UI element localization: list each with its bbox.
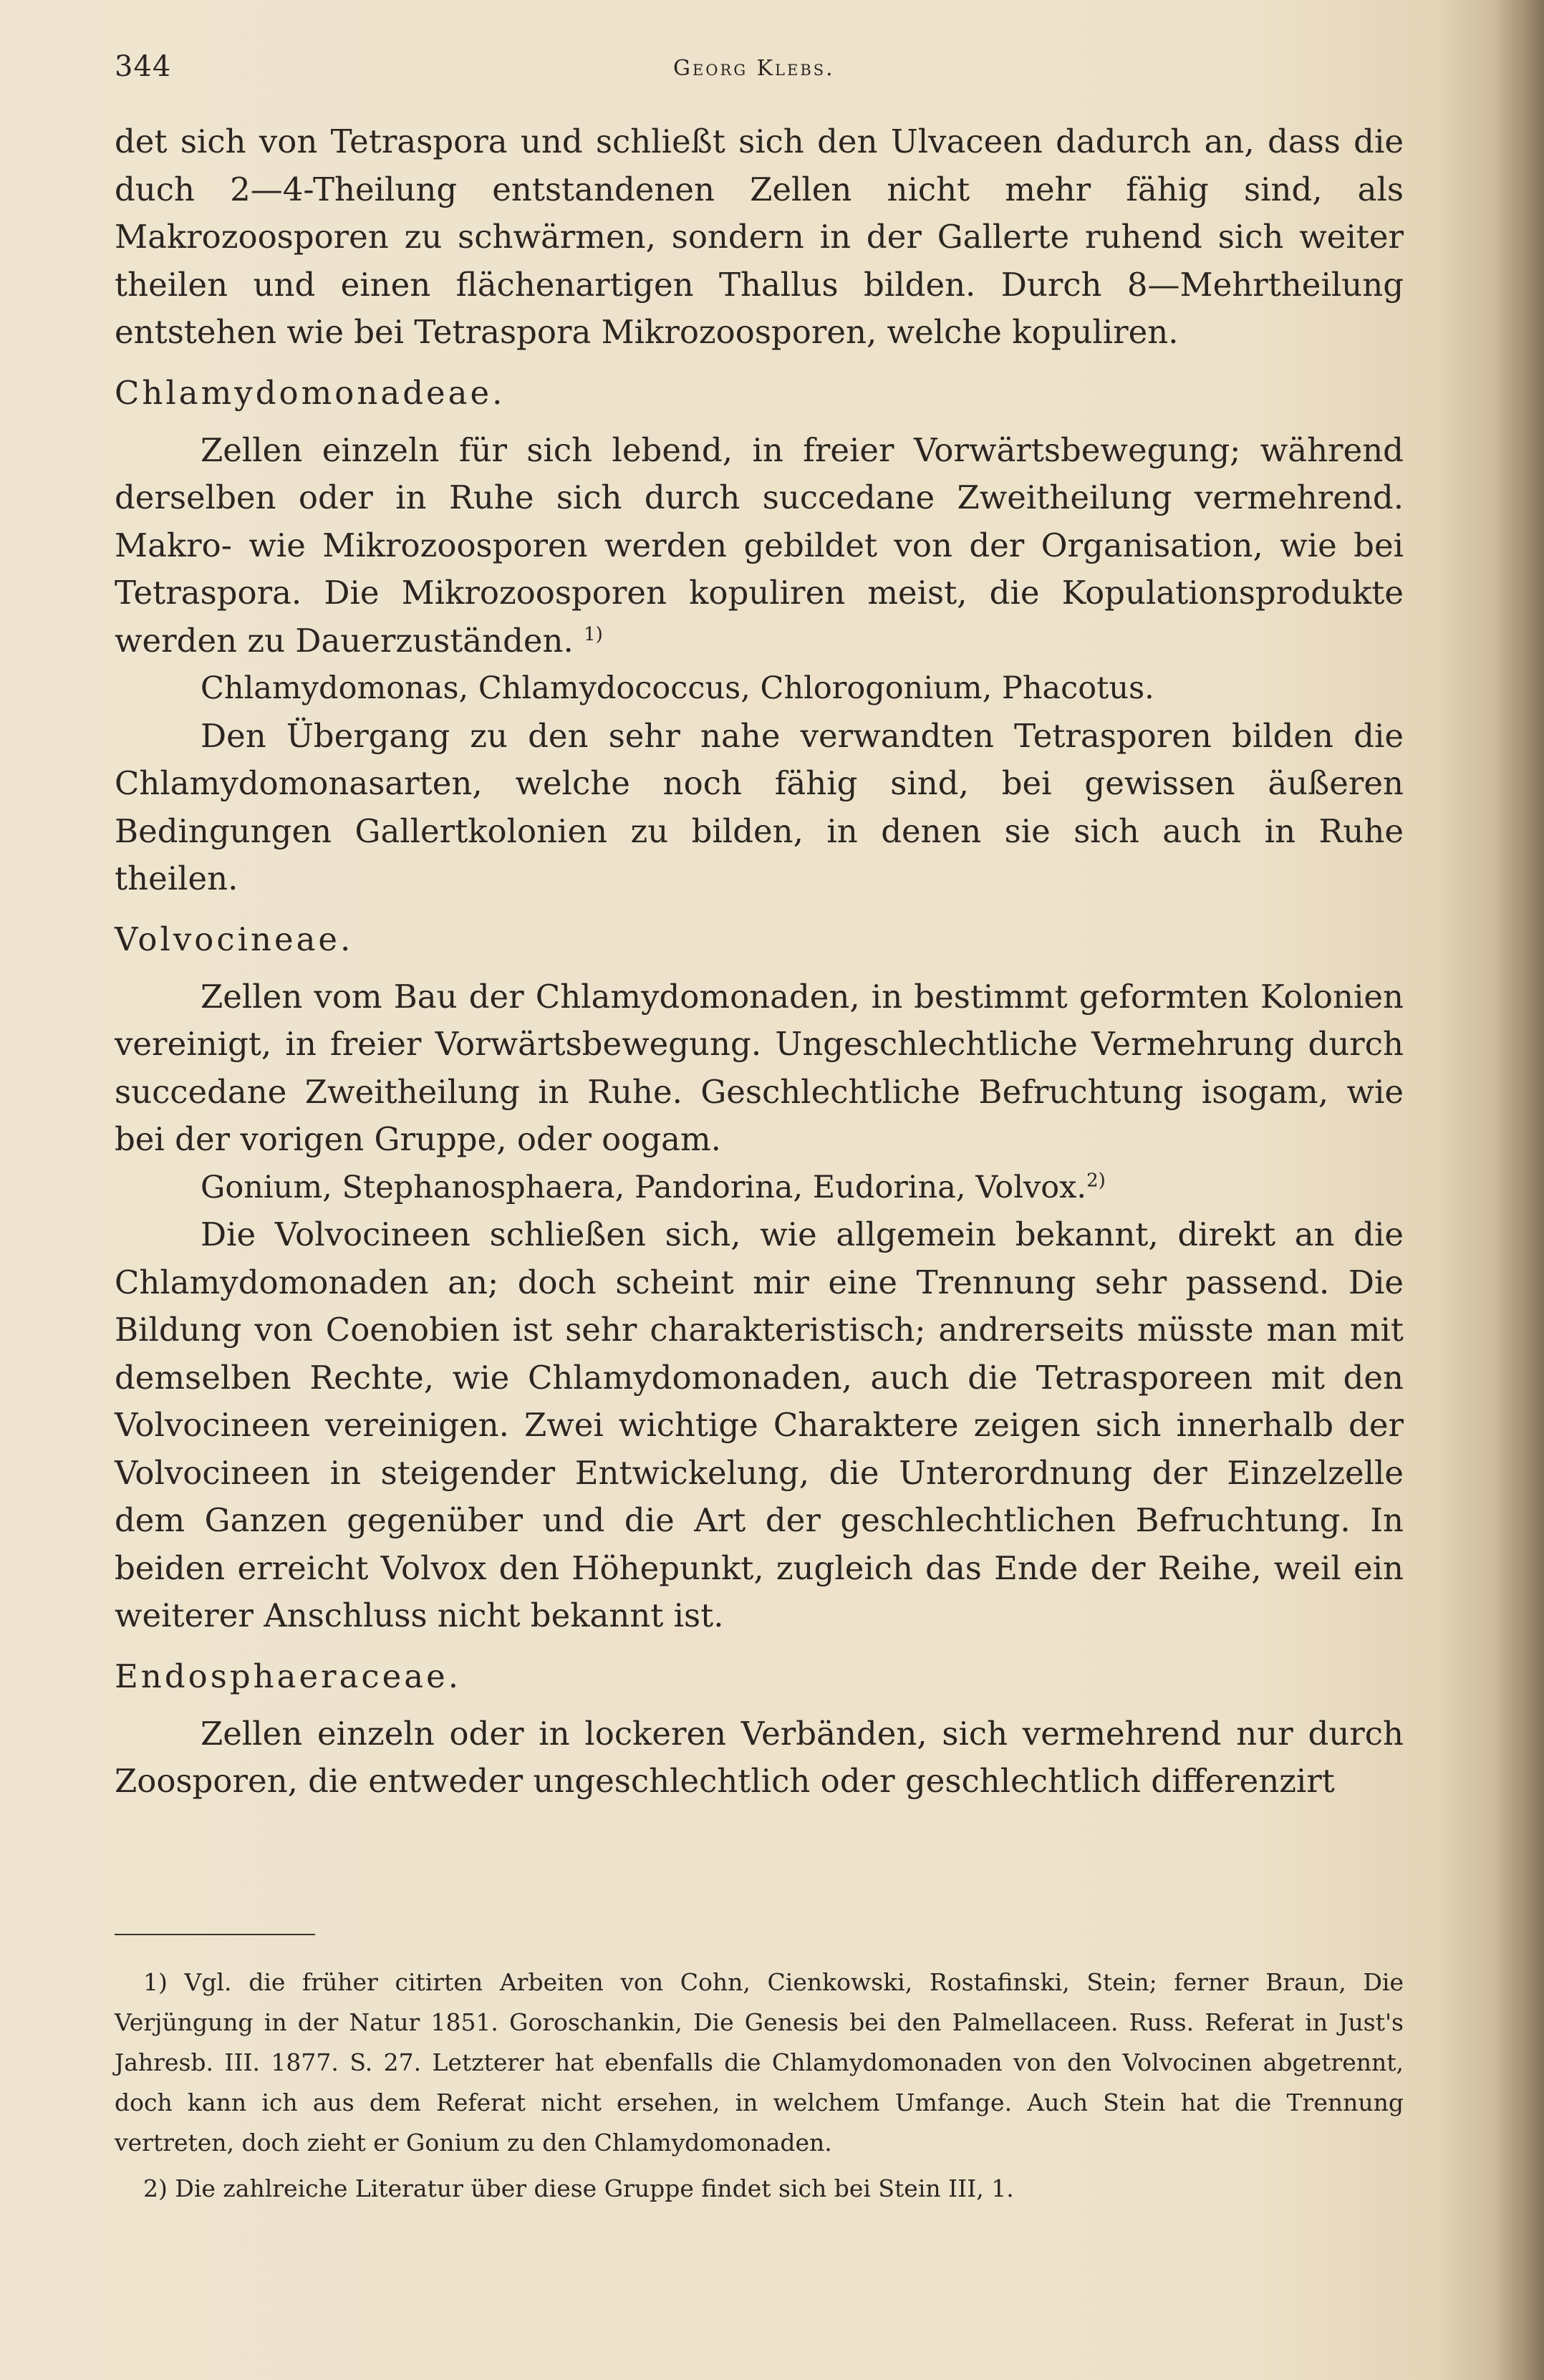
footnote-separator <box>115 1934 315 1935</box>
paragraph-continued: det sich von Tetraspora und schließt sich den Ulvaceen dadurch an, dass die duch 2—4-Theilung entstandenen Zellen nicht mehr fähig sind, als Makrozoosporen zu schwärmen, sondern in der Gallerte ruhend sich weiter theilen und einen flächenartigen Thallus bilden. Durch 8—Mehrtheilung entstehen wie bei Tetraspora Mikrozoosporen, welche kopuliren. <box>115 122 1404 351</box>
genera-list-volvocineae <box>115 1164 1404 1212</box>
paragraph-endosphaeraceae-description: Zellen einzeln oder in lockeren Verbänden, sich vermehrend nur durch Zoosporen, die entweder ungeschlechtlich oder geschlechtlich differenzirt <box>115 1714 1404 1800</box>
paragraph-chlamydomonadeae-discussion: Den Übergang zu den sehr nahe verwandten Tetrasporen bilden die Chlamydomonasarten, welche noch fähig sind, bei gewissen äußeren Bedingungen Gallertkolonien zu bilden, in denen sie sich auch in Ruhe theilen. <box>115 716 1404 897</box>
genera-list-chlamydomonadeae: Chlamydomonas, Chlamydococcus, Chlorogonium, Phacotus. <box>201 670 1154 706</box>
page-header <box>115 50 1404 93</box>
footnote-ref-1: 1) <box>584 623 603 645</box>
paragraph-volvocineae-discussion: Die Volvocineen schließen sich, wie allgemein bekannt, direkt an die Chlamydomonaden an; doch scheint mir eine Trennung sehr passend. Die Bildung von Coenobien ist sehr charakteristisch; andrerseits müsste man mit demselben Rechte, wie Chlamydomonaden, auch die Tetrasporeen mit den Volvocineen vereinigen. Zwei wichtige Charaktere zeigen sich innerhalb der Volvocineen in steigender Entwickelung, die Unterordnung der Einzelzelle dem Ganzen gegenüber und die Art der geschlechtlichen Befruchtung. In beiden erreicht Volvox den Höhepunkt, zugleich das Ende der Reihe, weil ein weiterer Anschluss nicht bekannt ist. <box>115 1215 1404 1634</box>
paragraph-volvocineae-description: Zellen vom Bau der Chlamydomonaden, in bestimmt geformten Kolonien vereinigt, in freier Vorwärtsbewegung. Ungeschlechtliche Vermehrung durch succedane Zweitheilung in Ruhe. Geschlechtliche Befruchtung isogam, wie bei der vorigen Gruppe, oder oogam. <box>115 977 1404 1158</box>
footnote-ref-2: 2) <box>1086 1170 1106 1192</box>
genera-text: Gonium, Stephanosphaera, Pandorina, Eudorina, Volvox. <box>201 1169 1087 1205</box>
paragraph-chlamydomonadeae-description <box>115 427 1404 665</box>
section-heading-volvocineae: Volvocineae. <box>115 920 354 958</box>
paragraph-text: Zellen einzeln für sich lebend, in freier Vorwärtsbewegung; während derselben oder in Ruhe sich durch succedane Zweitheilung vermehrend. Makro- wie Mikrozoosporen werden gebildet von der Organisation, wie bei Tetraspora. Die Mikrozoosporen kopuliren meist, die Kopulationsprodukte werden zu Dauerzuständen. <box>115 430 1404 660</box>
footnotes <box>115 1962 1404 2215</box>
main-text <box>115 118 1404 1806</box>
footnote-2: 2) Die zahlreiche Literatur über diese Gruppe findet sich bei Stein III, 1. <box>143 2174 1014 2202</box>
footnote-1: 1) Vgl. die früher citirten Arbeiten von Cohn, Cienkowski, Rostafinski, Stein; ferner Braun, Die Verjüngung in der Natur 1851. Goroschankin, Die Genesis bei den Palmellaceen. Russ. Referat in Just's Jahresb. III. 1877. S. 27. Letzterer hat ebenfalls die Chlamydomonaden von den Volvocinen abgetrennt, doch kann ich aus dem Referat nicht ersehen, in welchem Umfange. Auch Stein hat die Trennung vertreten, doch zieht er Gonium zu den Chlamydomonaden. <box>115 1968 1404 2157</box>
page-number: 344 <box>115 50 172 83</box>
section-heading-endosphaeraceae: Endosphaeraceae. <box>115 1657 462 1695</box>
page-gutter-shadow <box>1494 0 1544 2380</box>
running-head: Georg Klebs. <box>673 56 835 81</box>
section-heading-chlamydomonadeae: Chlamydomonadeae. <box>115 373 506 412</box>
